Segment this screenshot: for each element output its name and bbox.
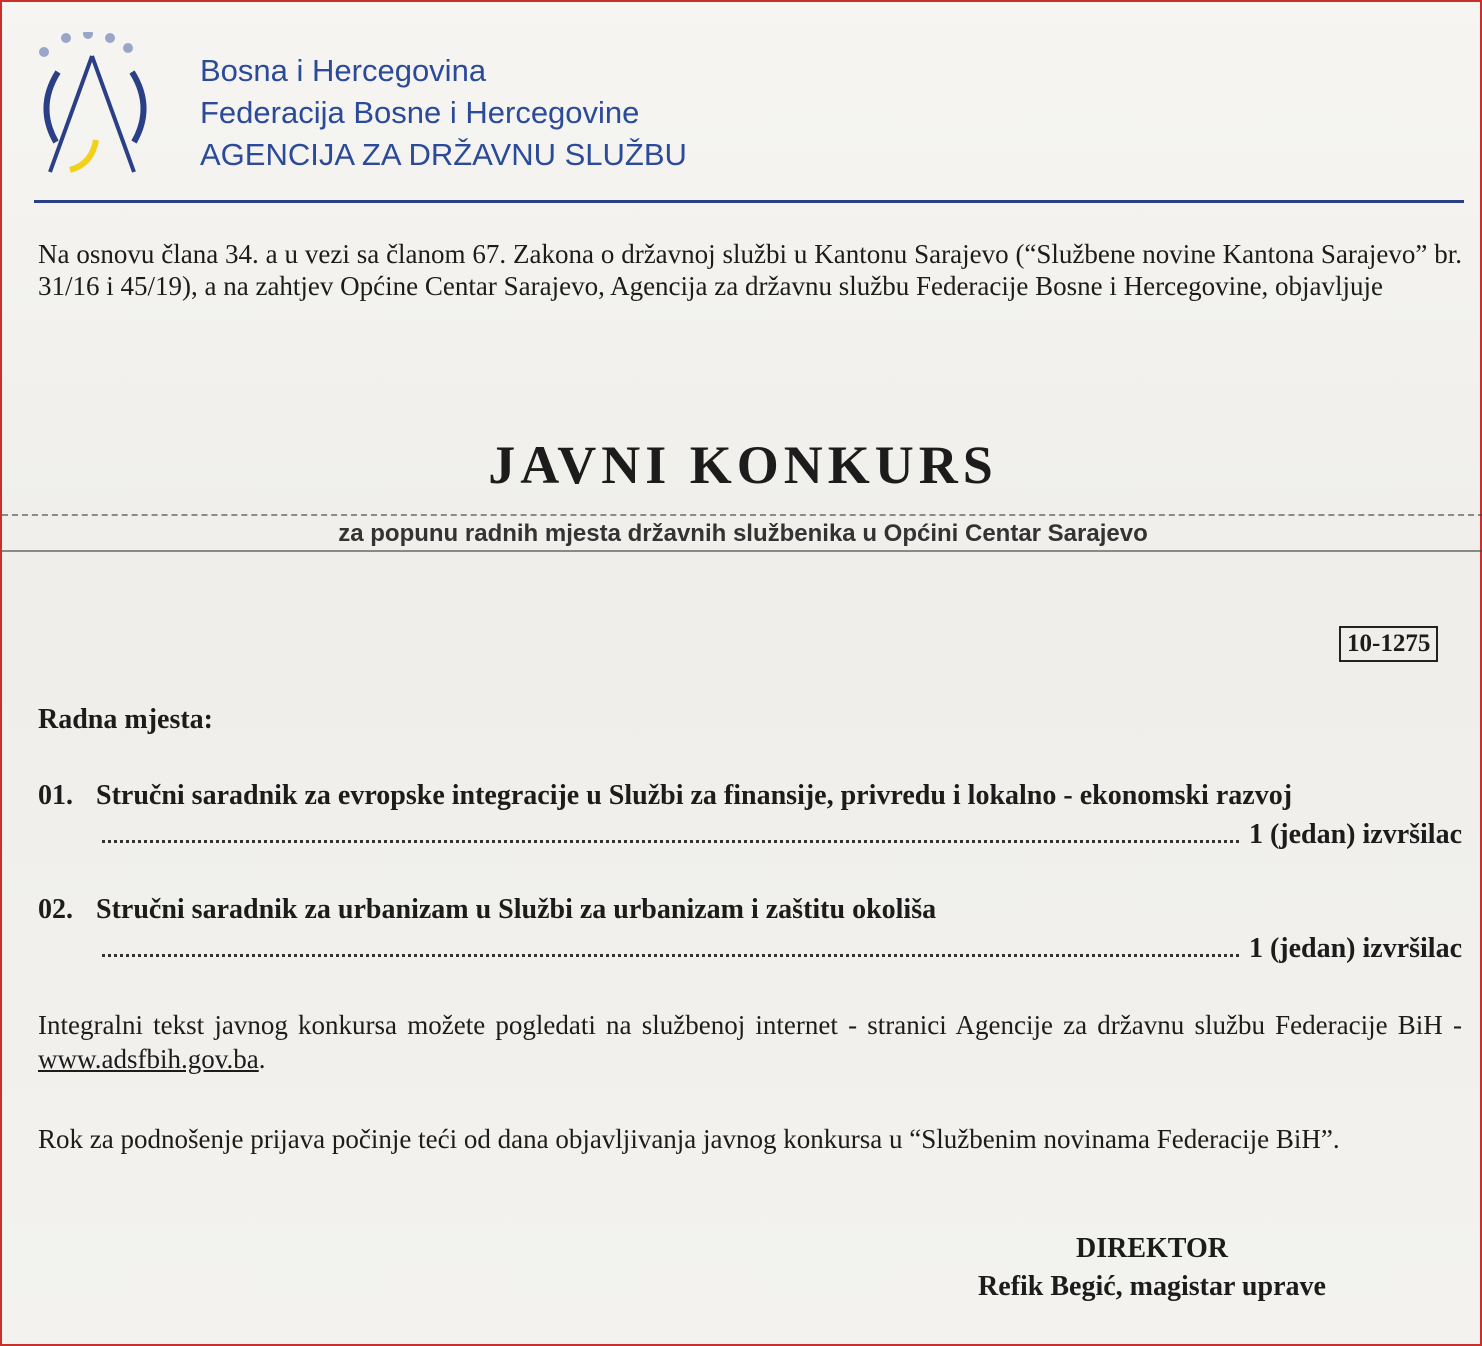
notice-subtitle: za popunu radnih mjesta državnih službenika u Općini Centar Sarajevo (338, 520, 1148, 547)
intro-paragraph: Na osnovu člana 34. a u vezi sa članom 67. Zakona o državnoj službi u Kantonu Sarajevo (“Službene novine Kantona Sarajevo” br. 31/16 i 45/19), a na zahtjev Općine Centar Sarajevo, Agencija za državnu službu Federacije Bosne i Hercegovine, objavljuje (38, 239, 1462, 301)
title-underline (2, 514, 1482, 516)
position-count: 1 (jedan) izvršilac (1248, 819, 1462, 850)
deadline-paragraph: Rok za podnošenje prijava počinje teći od dana objavljivanja javnog konkursa u “Službenim novinama Federacije BiH”. (38, 1124, 1340, 1154)
agency-federation: Federacija Bosne i Hercegovine (200, 95, 640, 130)
info-end: . (258, 1044, 266, 1074)
header-divider (34, 200, 1464, 203)
agency-title: AGENCIJA ZA DRŽAVNU SLUŽBU (200, 137, 687, 172)
position-number: 02. (38, 894, 73, 925)
position-title: Stručni saradnik za urbanizam u Službi za urbanizam i zaštitu okoliša (96, 894, 937, 925)
agency-logo-icon (30, 32, 170, 177)
dot-leader (102, 818, 1239, 843)
info-paragraph (38, 1008, 1462, 1076)
signature-name: Refik Begić, magistar uprave (978, 1271, 1326, 1302)
agency-country: Bosna i Hercegovina (200, 53, 487, 88)
position-count: 1 (jedan) izvršilac (1248, 933, 1462, 964)
info-text: Integralni tekst javnog konkursa možete pogledati na službenoj internet - stranici Agencije za državnu službu Federacije BiH - (38, 1010, 1462, 1040)
signature-block (902, 1230, 1402, 1306)
position-title: Stručni saradnik za evropske integracije u Službi za finansije, privredu i lokalno - ekonomski razvoj (96, 780, 1293, 811)
dot-leader (102, 932, 1239, 957)
position-item (38, 894, 1462, 965)
website-link[interactable]: www.adsfbih.gov.ba (38, 1044, 259, 1074)
positions-heading: Radna mjesta: (38, 704, 213, 735)
agency-header (30, 32, 1466, 202)
subtitle-divider (2, 550, 1482, 552)
position-item (38, 780, 1462, 851)
reference-number-badge: 10-1275 (1339, 626, 1438, 662)
notice-title: JAVNI KONKURS (488, 435, 998, 495)
signature-role: DIREKTOR (1076, 1233, 1228, 1264)
position-number: 01. (38, 780, 73, 811)
agency-name-block (200, 50, 687, 176)
